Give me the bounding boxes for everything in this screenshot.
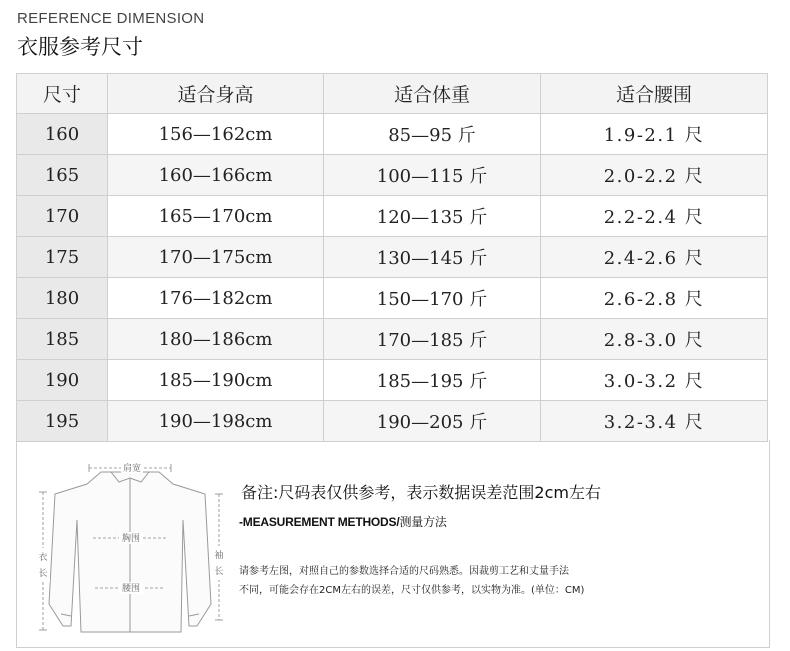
description bbox=[239, 562, 759, 600]
cell-weight: 100—115 斤 bbox=[324, 155, 541, 196]
table-row bbox=[17, 155, 768, 196]
sleeve-label-1: 袖 bbox=[214, 551, 224, 561]
page-title: 衣服参考尺寸 bbox=[17, 35, 143, 59]
table-row bbox=[17, 196, 768, 237]
methods-en: -MEASUREMENT METHODS/ bbox=[239, 515, 400, 529]
cell-height: 176—182cm bbox=[108, 278, 324, 319]
cell-size: 165 bbox=[17, 155, 108, 196]
cell-height: 185—190cm bbox=[108, 360, 324, 401]
col-header-waist: 适合腰围 bbox=[541, 74, 768, 114]
waist-label: 腰围 bbox=[121, 584, 141, 594]
cell-height: 170—175cm bbox=[108, 237, 324, 278]
cell-size: 175 bbox=[17, 237, 108, 278]
col-header-height: 适合身高 bbox=[108, 74, 324, 114]
cell-size: 170 bbox=[17, 196, 108, 237]
cell-weight: 130—145 斤 bbox=[324, 237, 541, 278]
garment-diagram bbox=[31, 454, 227, 644]
col-header-size: 尺寸 bbox=[17, 74, 108, 114]
table-row bbox=[17, 401, 768, 442]
cell-size: 180 bbox=[17, 278, 108, 319]
size-table bbox=[16, 73, 768, 442]
cell-height: 180—186cm bbox=[108, 319, 324, 360]
length-label-2: 长 bbox=[38, 569, 48, 579]
cell-weight: 120—135 斤 bbox=[324, 196, 541, 237]
eyebrow-heading: REFERENCE DIMENSION bbox=[17, 10, 205, 27]
cell-height: 160—166cm bbox=[108, 155, 324, 196]
cell-weight: 170—185 斤 bbox=[324, 319, 541, 360]
sleeve-label-2: 长 bbox=[214, 567, 224, 577]
cell-waist: 2.6-2.8 尺 bbox=[541, 278, 768, 319]
length-label-1: 衣 bbox=[38, 553, 48, 563]
table-row bbox=[17, 278, 768, 319]
cell-waist: 3.2-3.4 尺 bbox=[541, 401, 768, 442]
description-line-1: 请参考左图，对照自己的参数选择合适的尺码熟悉。因裁剪工艺和丈量手法 bbox=[239, 566, 569, 577]
cell-height: 190—198cm bbox=[108, 401, 324, 442]
cell-waist: 2.8-3.0 尺 bbox=[541, 319, 768, 360]
cell-size: 195 bbox=[17, 401, 108, 442]
description-line-2: 不同，可能会存在2CM左右的误差，尺寸仅供参考，以实物为准。(单位：CM) bbox=[239, 585, 585, 596]
table-row bbox=[17, 237, 768, 278]
methods-heading bbox=[239, 513, 447, 530]
cell-size: 185 bbox=[17, 319, 108, 360]
cell-weight: 190—205 斤 bbox=[324, 401, 541, 442]
chest-label: 胸围 bbox=[121, 534, 141, 544]
cell-weight: 150—170 斤 bbox=[324, 278, 541, 319]
table-header-row bbox=[17, 74, 768, 114]
table-row bbox=[17, 360, 768, 401]
cell-waist: 3.0-3.2 尺 bbox=[541, 360, 768, 401]
cell-waist: 2.2-2.4 尺 bbox=[541, 196, 768, 237]
cell-size: 190 bbox=[17, 360, 108, 401]
cell-weight: 185—195 斤 bbox=[324, 360, 541, 401]
cell-waist: 2.4-2.6 尺 bbox=[541, 237, 768, 278]
methods-cn: 测量方法 bbox=[399, 515, 447, 529]
measurement-panel bbox=[16, 440, 770, 648]
remark-note: 备注:尺码表仅供参考，表示数据误差范围2cm左右 bbox=[241, 483, 601, 502]
cell-waist: 2.0-2.2 尺 bbox=[541, 155, 768, 196]
table-row bbox=[17, 319, 768, 360]
cell-height: 156—162cm bbox=[108, 114, 324, 155]
cell-height: 165—170cm bbox=[108, 196, 324, 237]
cell-waist: 1.9-2.1 尺 bbox=[541, 114, 768, 155]
cell-weight: 85—95 斤 bbox=[324, 114, 541, 155]
shoulder-label: 肩宽 bbox=[122, 464, 142, 474]
table-row bbox=[17, 114, 768, 155]
col-header-weight: 适合体重 bbox=[324, 74, 541, 114]
table-body bbox=[17, 114, 768, 442]
cell-size: 160 bbox=[17, 114, 108, 155]
